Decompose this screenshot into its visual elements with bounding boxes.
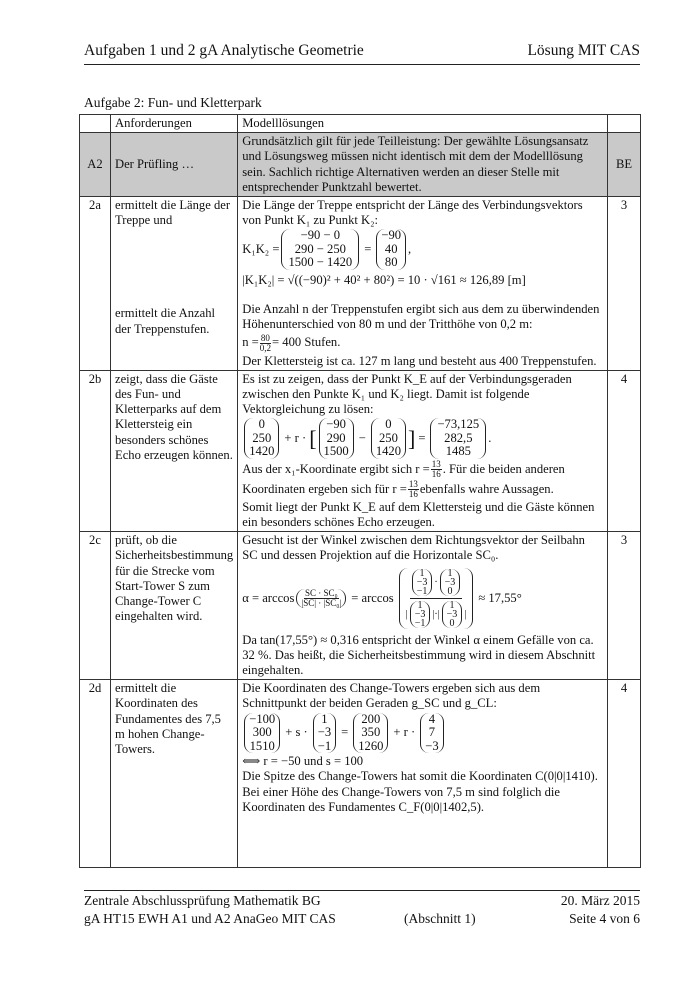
task-subtitle: Aufgabe 2: Fun- und Kletterpark (84, 95, 262, 110)
requirement-text: prüft, ob die Sicherheitsbestimmung für die Strecke vom Start-Tower S zum Change-Tower C eingehalten wird. (111, 532, 238, 680)
solution-text: Der Klettersteig ist ca. 127 m lang und besteht aus 400 Treppenstufen. (242, 353, 597, 368)
footer-section: (Abschnitt 1) (404, 911, 476, 926)
points: 4 (608, 370, 641, 532)
be-cell: BE (608, 133, 641, 197)
table-row (80, 680, 641, 868)
footer-code: gA HT15 EWH A1 und A2 AnaGeo MIT CAS (84, 911, 336, 926)
row-id: 2d (80, 680, 111, 868)
intro-text: Grundsätzlich gilt für jede Teilleistung: Der gewählte Lösungsansatz und Lösungsweg müssen nicht identisch mit dem der Modelllösung sein. Sachlich richtige Alternativen werden an dieser Stelle mit entsprechender Punktzahl bewertet. (238, 133, 608, 197)
solution-line: ⟺ r = −50 und s = 100 (242, 754, 364, 769)
solution-text: Die Spitze des Change-Towers hat somit die Koordinaten C(0|0|1410). (242, 769, 598, 784)
page-footer (84, 890, 640, 927)
vector-equation: 0 250 1420 + r · [ −90 290 1500 − 0 250 1420 ] = −73,125 282,5 1485 . (242, 418, 603, 459)
pruefling-cell: Der Prüfling … (111, 133, 238, 197)
solution-text: Bei einer Höhe des Change-Towers von 7,5 m sind folglich die Koordinaten des Fundamentes C_F(0|0|1402,5). (242, 784, 560, 814)
vector-label: K₁K₂ = (242, 242, 280, 257)
table-intro-row (80, 133, 641, 197)
vector: −90 − 0 290 − 250 1500 − 1420 (281, 229, 359, 270)
header-version: Lösung MIT CAS (527, 42, 640, 59)
angle-formula: α = arccos $\frac{\text{SC · SC₀}}{\text{|SC| · |SC₀|}}$ = arccos 1 −3 −1 · 1 −3 0 | 1 −3 −1 |·| 1 −3 0 | ≈ 17,55° (242, 567, 522, 629)
footer-date: 20. März 2015 (560, 893, 640, 908)
solution-text: Die Koordinaten des Change-Towers ergeben sich aus dem Schnittpunkt der beiden Geraden g_SC und g_CL: (242, 681, 541, 711)
footer-exam: Zentrale Abschlussprüfung Mathematik BG (84, 893, 321, 908)
requirement-text: ermittelt die Anzahl der Treppenstufen. (115, 306, 216, 336)
page-number: Seite 4 von 6 (569, 911, 640, 926)
header-title: Aufgaben 1 und 2 gA Analytische Geometrie (84, 42, 364, 59)
points: 3 (608, 197, 641, 371)
points: 4 (608, 680, 641, 868)
table-row (80, 532, 641, 680)
solution-table (79, 114, 641, 868)
solution-text: Gesucht ist der Winkel zwischen dem Richtungsvektor der Seilbahn SC und dessen Projektion auf die Horizontale SC₀. (242, 533, 585, 563)
table-row (80, 197, 641, 371)
solution-text: Somit liegt der Punkt K_E auf dem Klettersteig und die Gäste können ein besonders schönes Echo erzeugen. (242, 499, 595, 530)
solution-text: Aus der x₁-Koordinate ergibt sich r = $\frac{13}{16}$ . Für die beiden anderen (242, 458, 565, 479)
vector: −90 40 80 (376, 229, 406, 270)
a2-cell: A2 (80, 133, 111, 197)
points: 3 (608, 532, 641, 680)
requirement-text: ermittelt die Koordinaten des Fundamentes des 7,5 m hohen Change-Towers. (111, 680, 238, 868)
solution-text: Da tan(17,55°) ≈ 0,316 entspricht der Winkel α einem Gefälle von ca. 32 %. Das heißt, die Sicherheitsbestimmung wird in diesem Abschnitt eingehalten. (242, 632, 596, 678)
solution-text: Die Länge der Treppe entspricht der Länge des Verbindungsvektors von Punkt K₁ zu Punkt K₂: (242, 198, 583, 228)
solution-text: Die Anzahl n der Treppenstufen ergibt sich aus dem zu überwindenden Höhenunterschied von 80 m und der Tritthöhe von 0,2 m: (242, 302, 600, 332)
col-anforderungen: Anforderungen (111, 115, 238, 133)
row-id: 2a (80, 197, 111, 371)
table-row (80, 370, 641, 532)
solution-text: Koordinaten ergeben sich für r = $\frac{13}{16}$ ebenfalls wahre Aussagen. (242, 478, 554, 499)
requirement-text: ermittelt die Länge der Treppe und (115, 198, 231, 228)
solution-text: Es ist zu zeigen, dass der Punkt K_E auf der Verbindungsgeraden zwischen den Punkte K₁ und K₂ liegt. Damit ist folgende Vektorgleichung zu lösen: (242, 371, 572, 417)
vector-equation: −100 300 1510 + s · 1 −3 −1 = 200 350 1260 + r · 4 7 −3 (242, 713, 603, 754)
stairs-formula: n = $\frac{80}{0,2}$ = 400 Stufen. (242, 332, 341, 353)
length-formula: |K₁K₂| = √((−90)² + 40² + 80²) = 10 · √161 ≈ 126,89 [m] (242, 272, 526, 287)
row-id: 2b (80, 370, 111, 532)
page-header (84, 40, 640, 65)
col-modell: Modelllösungen (238, 115, 608, 133)
row-id: 2c (80, 532, 111, 680)
requirement-text: zeigt, dass die Gäste des Fun- und Kletterparks auf dem Klettersteig ein besonders schönes Echo erzeugen können. (111, 370, 238, 532)
vector-equation: K₁K₂ = −90 − 0 290 − 250 1500 − 1420 = −90 40 80 , (242, 228, 412, 270)
table-header-row (80, 115, 641, 133)
